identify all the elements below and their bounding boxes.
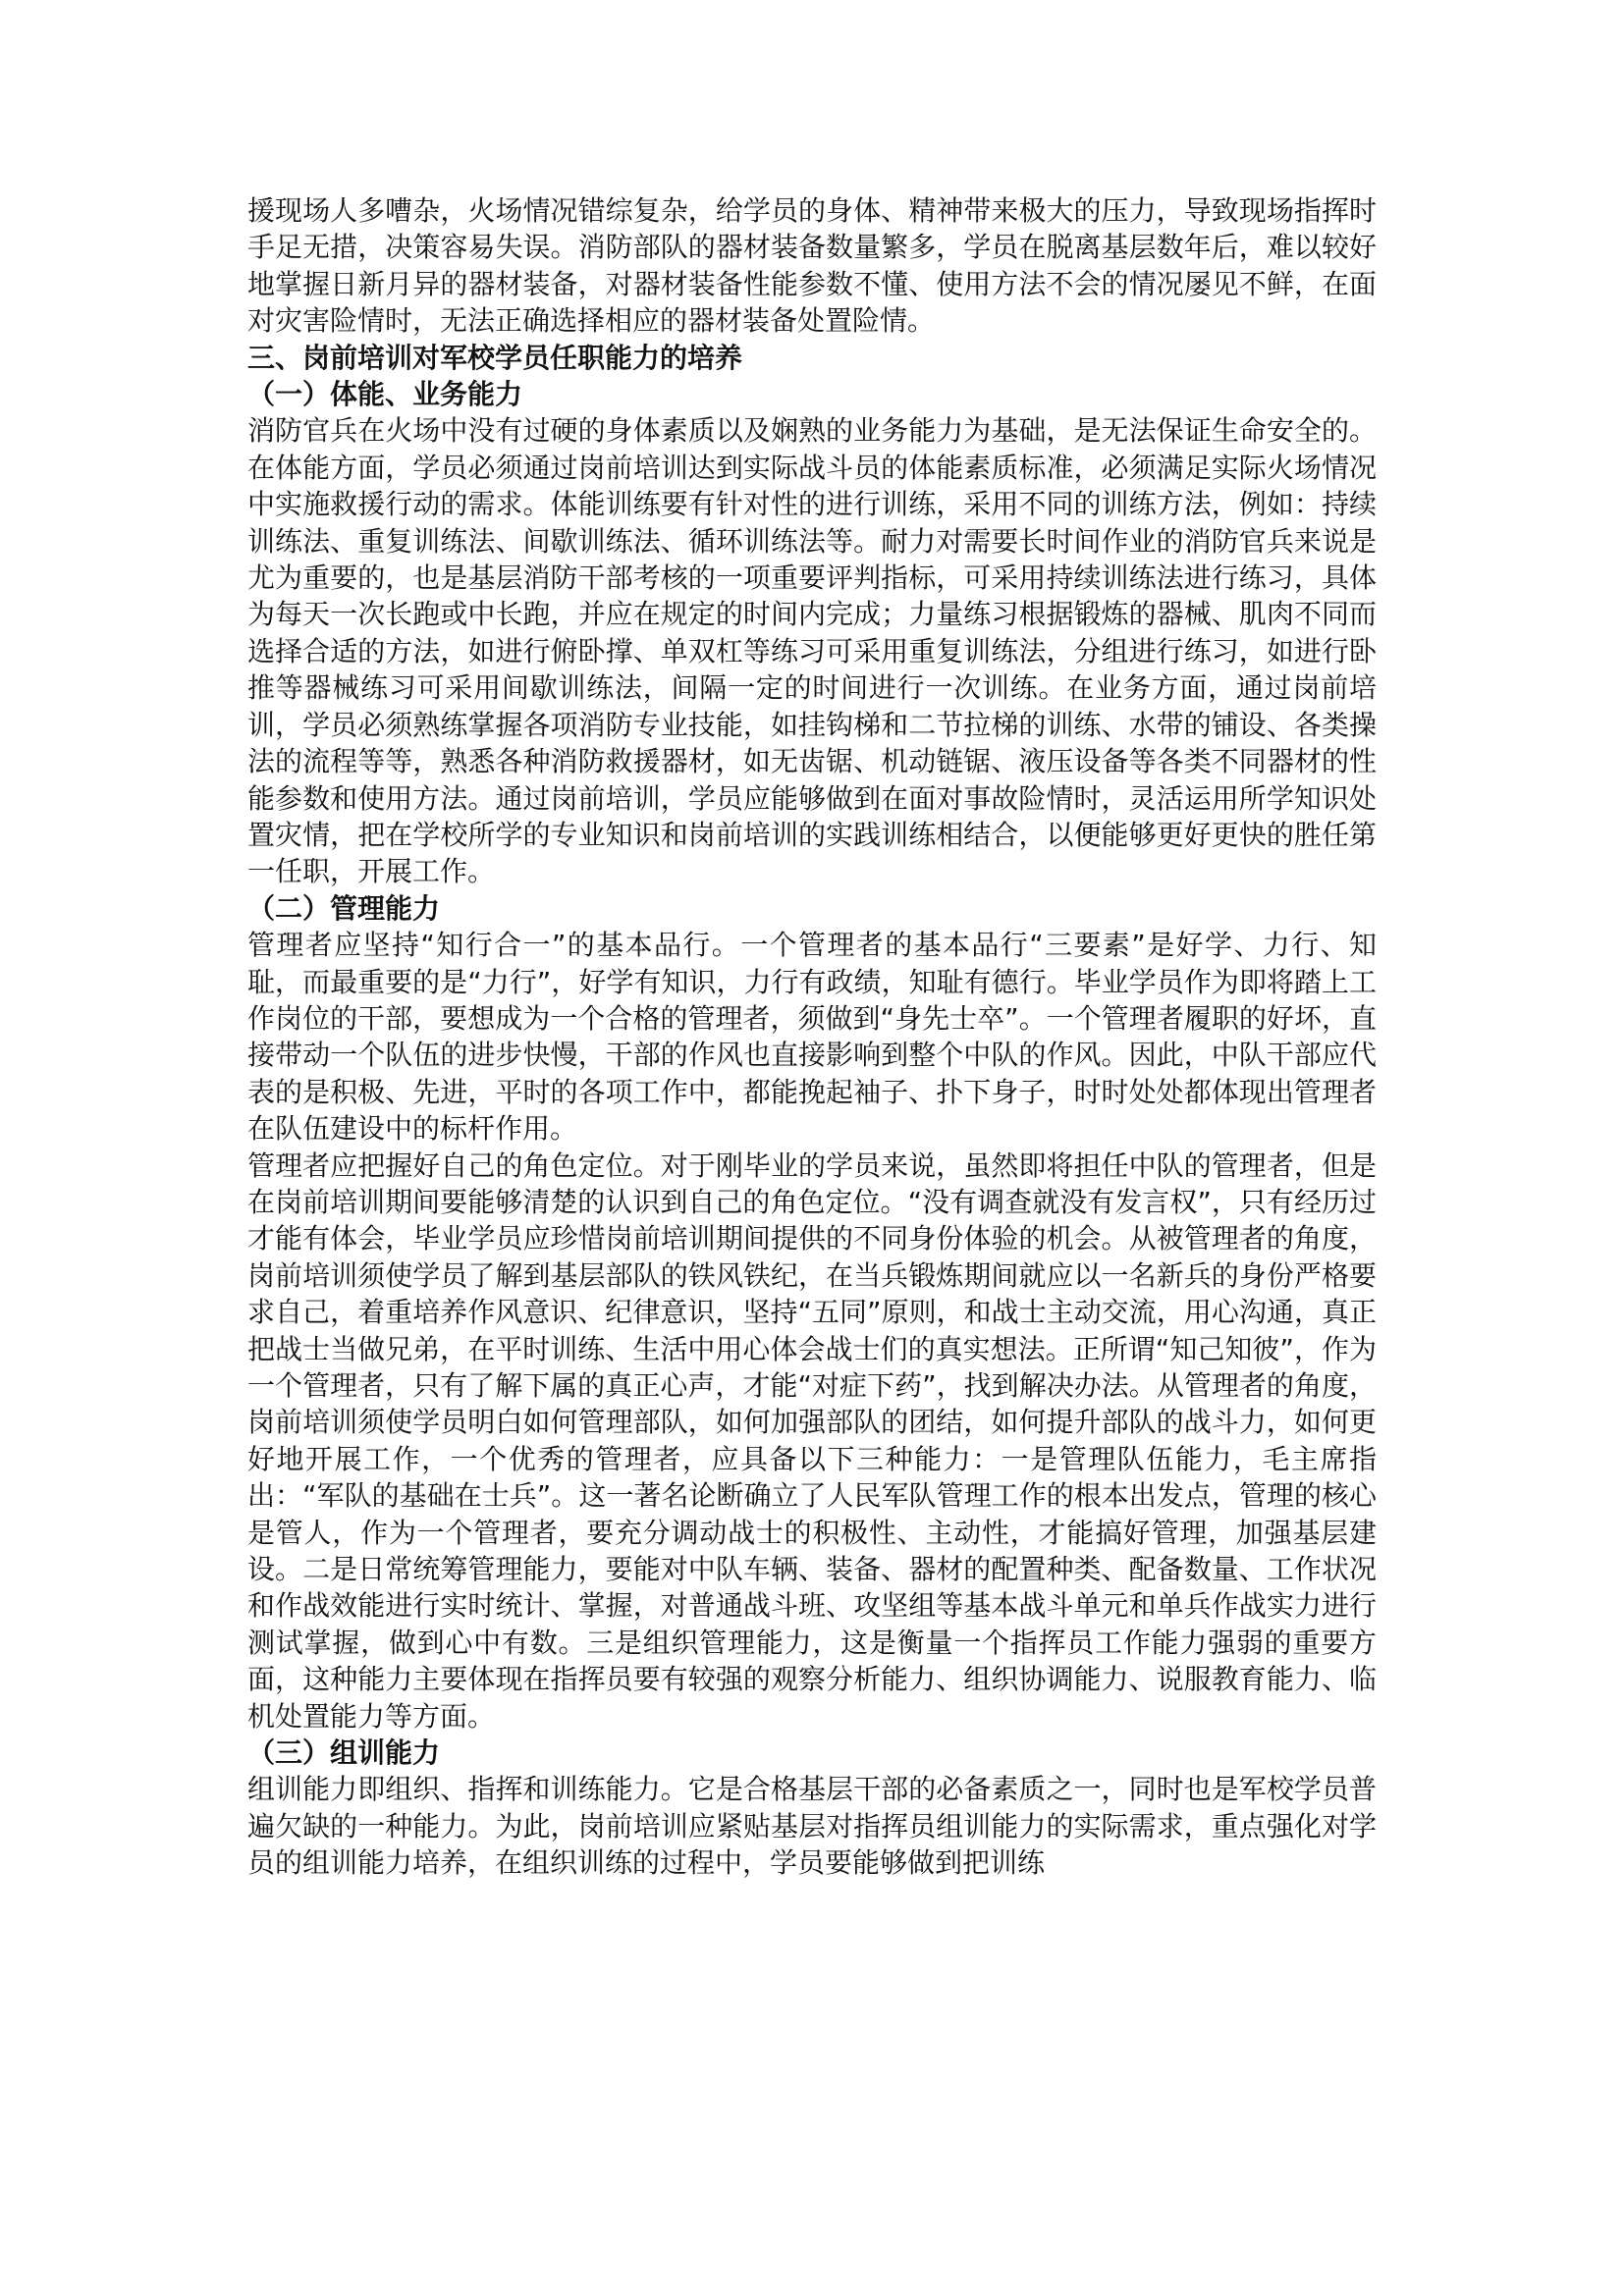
- para-management-1: 管理者应坚持“知行合一”的基本品行。一个管理者的基本品行“三要素”是好学、力行、知耻，而最重要的是“力行”，好学有知识，力行有政绩，知耻有德行。毕业学员作为即将踏上工作岗位的干部，要想成为一个合格的管理者，须做到“身先士卒”。一个管理者履职的好坏，直接带动一个队伍的进步快慢，干部的作风也直接影响到整个中队的作风。因此，中队干部应代表的是积极、先进，平时的各项工作中，都能挽起袖子、扑下身子，时时处处都体现出管理者在队伍建设中的标杆作用。: [247, 929, 1377, 1146]
- para-management-2: 管理者应把握好自己的角色定位。对于刚毕业的学员来说，虽然即将担任中队的管理者，但是在岗前培训期间要能够清楚的认识到自己的角色定位。“没有调查就没有发言权”，只有经历过才能有体会，毕业学员应珍惜岗前培训期间提供的不同身份体验的机会。从被管理者的角度，岗前培训须使学员了解到基层部队的铁风铁纪，在当兵锻炼期间就应以一名新兵的身份严格要求自己，着重培养作风意识、纪律意识，坚持“五同”原则，和战士主动交流，用心沟通，真正把战士当做兄弟，在平时训练、生活中用心体会战士们的真实想法。正所谓“知己知彼”，作为一个管理者，只有了解下属的真正心声，才能“对症下药”，找到解决办法。从管理者的角度，岗前培训须使学员明白如何管理部队，如何加强部队的团结，如何提升部队的战斗力，如何更好地开展工作，一个优秀的管理者，应具备以下三种能力：一是管理队伍能力，毛主席指出：“军队的基础在士兵”。这一著名论断确立了人民军队管理工作的根本出发点，管理的核心是管人，作为一个管理者，要充分调动战士的积极性、主动性，才能搞好管理，加强基层建设。二是日常统筹管理能力，要能对中队车辆、装备、器材的配置种类、配备数量、工作状况和作战效能进行实时统计、掌握，对普通战斗班、攻坚组等基本战斗单元和单兵作战实力进行测试掌握，做到心中有数。三是组织管理能力，这是衡量一个指挥员工作能力强弱的重要方面，这种能力主要体现在指挥员要有较强的观察分析能力、组织协调能力、说服教育能力、临机处置能力等方面。: [247, 1148, 1377, 1733]
- subheading-training-ability: （三）组训能力: [247, 1736, 441, 1770]
- subheading-management-ability: （二）管理能力: [247, 891, 441, 925]
- para-training-ability: 组训能力即组织、指挥和训练能力。它是合格基层干部的必备素质之一，同时也是军校学员普遍欠缺的一种能力。为此，岗前培训应紧贴基层对指挥员组训能力的实际需求，重点强化对学员的组训能力培养，在组织训练的过程中，学员要能够做到把训练: [247, 1773, 1377, 1880]
- para-intro-continued: 援现场人多嘈杂，火场情况错综复杂，给学员的身体、精神带来极大的压力，导致现场指挥时手足无措，决策容易失误。消防部队的器材装备数量繁多，学员在脱离基层数年后，难以较好地掌握日新月异的器材装备，对器材装备性能参数不懂、使用方法不会的情况屡见不鲜，在面对灾害险情时，无法正确选择相应的器材装备处置险情。: [247, 194, 1377, 338]
- para-physical-ability: 消防官兵在火场中没有过硬的身体素质以及娴熟的业务能力为基础，是无法保证生命安全的。在体能方面，学员必须通过岗前培训达到实际战斗员的体能素质标准，必须满足实际火场情况中实施救援行动的需求。体能训练要有针对性的进行训练，采用不同的训练方法，例如：持续训练法、重复训练法、间歇训练法、循环训练法等。耐力对需要长时间作业的消防官兵来说是尤为重要的，也是基层消防干部考核的一项重要评判指标，可采用持续训练法进行练习，具体为每天一次长跑或中长跑，并应在规定的时间内完成；力量练习根据锻炼的器械、肌肉不同而选择合适的方法，如进行俯卧撑、单双杠等练习可采用重复训练法，分组进行练习，如进行卧推等器械练习可采用间歇训练法，间隔一定的时间进行一次训练。在业务方面，通过岗前培训，学员必须熟练掌握各项消防专业技能，如挂钩梯和二节拉梯的训练、水带的铺设、各类操法的流程等等，熟悉各种消防救援器材，如无齿锯、机动链锯、液压设备等各类不同器材的性能参数和使用方法。通过岗前培训，学员应能够做到在面对事故险情时，灵活运用所学知识处置灾情，把在学校所学的专业知识和岗前培训的实践训练相结合，以便能够更好更快的胜任第一任职，开展工作。: [247, 414, 1377, 888]
- section-heading-3: 三、岗前培训对军校学员任职能力的培养: [247, 341, 743, 374]
- subheading-physical-ability: （一）体能、业务能力: [247, 378, 523, 411]
- document-page: [247, 192, 1377, 1882]
